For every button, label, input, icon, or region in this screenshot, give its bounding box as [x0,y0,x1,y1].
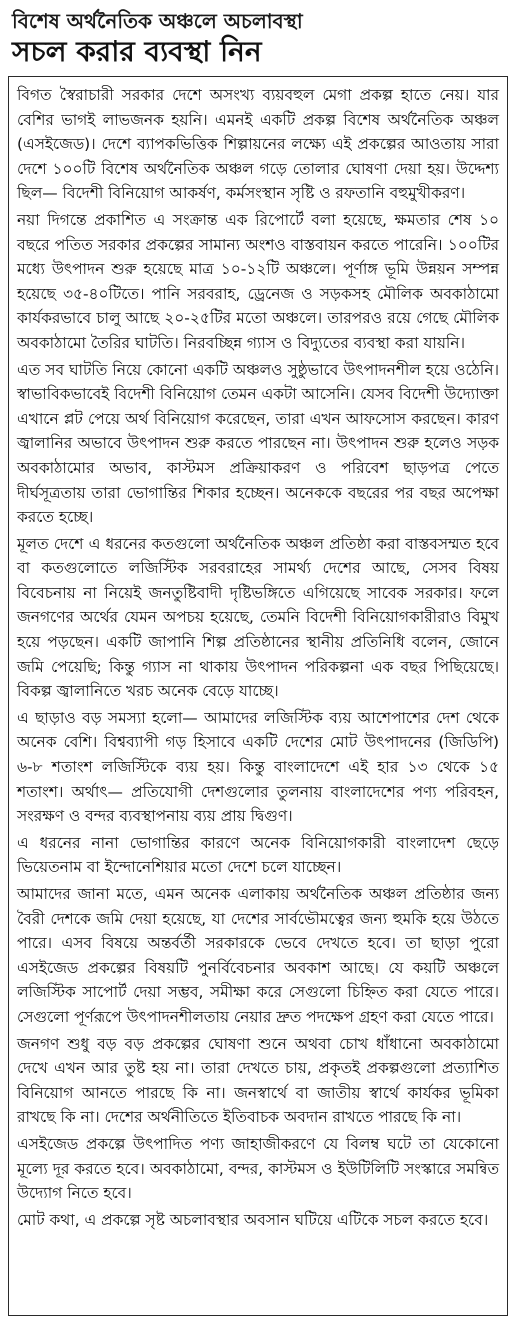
article-paragraph-3: এত সব ঘাটতি নিয়ে কোনো একটি অঞ্চলও সুষ্ঠুভাবে উৎপাদনশীল হয়ে ওঠেনি। স্বাভাবিকভাবেই বিদেশী বিনিয়োগ তেমন একটা আসেনি। যেসব বিদেশী উদ্যোক্তা এখানে প্লট পেয়ে অর্থ বিনিয়োগ করেছেন, তারা এখন আফসোস করছেন। কারণ জ্বালানির অভাবে উৎপাদন শুরু করতে পারছেন না। উৎপাদন শুরু হলেও সড়ক অবকাঠামোর অভাব, কাস্টমস প্রক্রিয়াকরণ ও পরিবেশ ছাড়পত্র পেতে দীর্ঘসূত্রতায় তারা ভোগান্তির শিকার হচ্ছেন। অনেককে বছরের পর বছর অপেক্ষা করতে হচ্ছে। [17,360,499,527]
article-paragraph-6: এ ধরনের নানা ভোগান্তির কারণে অনেক বিনিয়োগকারী বাংলাদেশ ছেড়ে ভিয়েতনাম বা ইন্দোনেশিয়ার মতো দেশে চলে যাচ্ছেন। [17,833,499,877]
article-paragraph-9: এসইজেড প্রকল্পে উৎপাদিত পণ্য জাহাজীকরণে যে বিলম্ব ঘটে তা যেকোনো মূল্যে দূর করতে হবে। অবকাঠামো, বন্দর, কাস্টমস ও ইউটিলিটি সংস্কারে সমন্বিত উদ্যোগ নিতে হবে। [17,1134,499,1203]
article-paragraph-1: বিগত স্বৈরাচারী সরকার দেশে অসংখ্য ব্যয়বহুল মেগা প্রকল্প হাতে নেয়। যার বেশির ভাগই লাভজনক হয়নি। এমনই একটি প্রকল্প বিশেষ অর্থনৈতিক অঞ্চল (এসইজেড)। দেশে ব্যাপকভিত্তিক শিল্পায়নের লক্ষ্যে এই প্রকল্পের আওতায় সারা দেশে ১০০টি বিশেষ অর্থনৈতিক অঞ্চল গড়ে তোলার ঘোষণা দেয়া হয়। উদ্দেশ্য ছিল— বিদেশী বিনিয়োগ আকর্ষণ, কর্মসংস্থান সৃষ্টি ও রফতানি বহুমুখীকরণ। [17,86,499,203]
article-paragraph-8: জনগণ শুধু বড় বড় প্রকল্পের ঘোষণা শুনে অথবা চোখ ধাঁধানো অবকাঠামো দেখে এখন আর তুষ্ট হয় না। তারা দেখতে চায়, প্রকৃতই প্রকল্পগুলো প্রত্যাশিত বিনিয়োগ আনতে পারছে কি না। জনস্বার্থে বা জাতীয় স্বার্থে কার্যকর ভূমিকা রাখছে কি না। দেশের অর্থনীতিতে ইতিবাচক অবদান রাখতে পারছে কি না। [17,1034,499,1127]
article-paragraph-5: এ ছাড়াও বড় সমস্যা হলো— আমাদের লজিস্টিক ব্যয় আশেপাশের দেশ থেকে অনেক বেশি। বিশ্বব্যাপী গড় হিসাবে একটি দেশের মোট উৎপাদনের (জিডিপি) ৬-৮ শতাংশ লজিস্টিকে ব্যয় হয়। কিন্তু বাংলাদেশে এই হার ১৩ থেকে ১৫ শতাংশ। অর্থাৎ— প্রতিযোগী দেশগুলোর তুলনায় বাংলাদেশের পণ্য পরিবহন, সংরক্ষণ ও বন্দর ব্যবস্থাপনায় ব্যয় প্রায় দ্বিগুণ। [17,708,499,826]
headline-block [8,8,508,70]
article-paragraph-2: নয়া দিগন্তে প্রকাশিত এ সংক্রান্ত এক রিপোর্টে বলা হয়েছে, ক্ষমতার শেষ ১০ বছরে পতিত সরকার প্রকল্পের সামান্য অংশও বাস্তবায়ন করতে পারেনি। ১০০টির মধ্যে উৎপাদন শুরু হয়েছে মাত্র ১০-১২টি অঞ্চলে। পূর্ণাঙ্গ ভূমি উন্নয়ন সম্পন্ন হয়েছে ৩৫-৪০টিতে। পানি সরবরাহ, ড্রেনেজ ও সড়কসহ মৌলিক অবকাঠামো কার্যকরভাবে চালু আছে ২০-২৫টির মতো অঞ্চলে। তারপরও রয়ে গেছে মৌলিক অবকাঠামো তৈরির ঘাটতি। নিরবচ্ছিন্ন গ্যাস ও বিদ্যুতের ব্যবস্থা করা যায়নি। [17,210,499,352]
article-paragraph-4: মূলত দেশে এ ধরনের কতগুলো অর্থনৈতিক অঞ্চল প্রতিষ্ঠা করা বাস্তবসম্মত হবে বা কতগুলোতে লজিস্টিক সরবরাহের সামর্থ্য দেশের আছে, সেসব বিষয় বিবেচনায় না নিয়েই জনতুষ্টিবাদী দৃষ্টিভঙ্গিতে এগিয়েছে সাবেক সরকার। ফলে জনগণের অর্থের যেমন অপচয় হয়েছে, তেমনি বিদেশী বিনিয়োগকারীরাও বিমুখ হয়ে পড়ছেন। একটি জাপানি শিল্প প্রতিষ্ঠানের স্থানীয় প্রতিনিধি বলেন, জোনে জমি পেয়েছি; কিন্তু গ্যাস না থাকায় উৎপাদন পরিকল্পনা এক বছর পিছিয়েছে। বিকল্প জ্বালানিতে খরচ অনেক বেড়ে যাচ্ছে। [17,534,499,701]
article-body [8,76,508,1316]
article-paragraph-10: মোট কথা, এ প্রকল্পে সৃষ্ট অচলাবস্থার অবসান ঘটিয়ে এটিকে সচল করতে হবে। [17,1210,489,1229]
article-paragraph-7: আমাদের জানা মতে, এমন অনেক এলাকায় অর্থনৈতিক অঞ্চল প্রতিষ্ঠার জন্য বৈরী দেশকে জমি দেয়া হয়েছে, যা দেশের সার্বভৌমত্বের জন্য হুমকি হয়ে উঠতে পারে। এসব বিষয়ে অন্তর্বর্তী সরকারকে ভেবে দেখতে হবে। তা ছাড়া পুরো এসইজেড প্রকল্পের বিষয়টি পুনর্বিবেচনার অবকাশ আছে। যে কয়টি অঞ্চলে লজিস্টিক সাপোর্ট দেয়া সম্ভব, সমীক্ষা করে সেগুলো চিহ্নিত করা যেতে পারে। সেগুলো পূর্ণরূপে উৎপাদনশীলতায় নেয়ার দ্রুত পদক্ষেপ গ্রহণ করা যেতে পারে। [17,885,499,1026]
headline-kicker: বিশেষ অর্থনৈতিক অঞ্চলে অচলাবস্থা [12,9,303,33]
headline-title: সচল করার ব্যবস্থা নিন [12,35,262,68]
